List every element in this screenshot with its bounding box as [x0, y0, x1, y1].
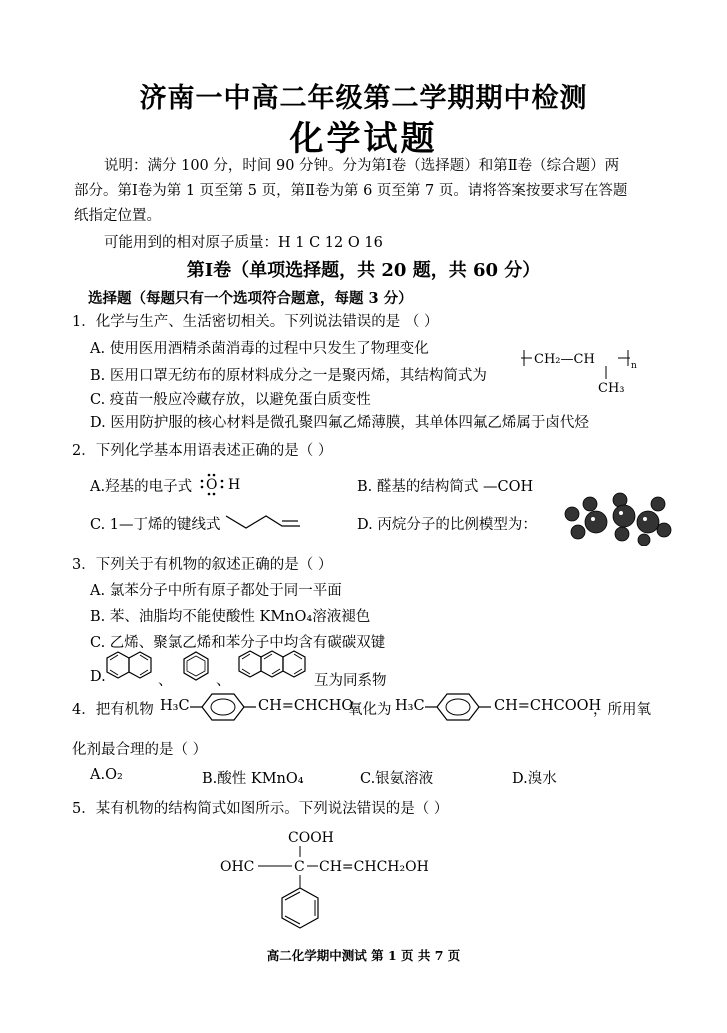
q1-option-a: A. 使用医用酒精杀菌消毒的过程中只发生了物理变化: [90, 341, 429, 357]
electron-h: H: [228, 477, 241, 493]
q3-option-b: B. 苯、油脂均不能使酸性 KMnO₄溶液褪色: [90, 609, 371, 625]
subject-title: 化学试题: [289, 119, 438, 159]
section-subtitle: 选择题（每题只有一个选项符合题意，每题 3 分）: [88, 290, 413, 307]
q3-stem: 3．下列关于有机物的叙述正确的是（ ）: [72, 557, 333, 573]
q4-stem-prefix: 4．把有机物: [72, 702, 154, 718]
q2-option-a: A.羟基的电子式: [90, 479, 193, 495]
polymer-n: n: [631, 361, 637, 371]
q1-option-c: C. 疫苗一般应冷藏存放，以避免蛋白质变性: [90, 392, 371, 408]
q5-cooh: COOH: [288, 830, 334, 846]
atomic-mass-line: 可能用到的相对原子质量：H 1 C 12 O 16: [104, 235, 383, 251]
q5-structure: [218, 826, 458, 936]
q1-stem: 1．化学与生产、生活密切相关。下列说法错误的是 （ ）: [72, 314, 439, 330]
naphthalene-structure: [106, 650, 154, 684]
benzene-structure: [182, 650, 212, 684]
q4-option-c: C.银氨溶液: [360, 771, 434, 787]
q4-option-b: B.酸性 KMnO₄: [202, 771, 304, 787]
q4-stem-suffix: ，所用氧: [593, 702, 651, 718]
school-title: 济南一中高二年级第二学期期中检测: [139, 83, 588, 114]
polypropylene-structure: [520, 346, 660, 396]
propane-space-filling-model: [562, 492, 672, 546]
q2-stem: 2．下列化学基本用语表述正确的是（ ）: [72, 443, 333, 459]
q3-sep-1: 、: [158, 673, 173, 689]
q4-stem-line-2: 化剂最合理的是（ ）: [72, 742, 208, 758]
q3-option-d-prefix: D.: [90, 669, 106, 685]
q2-option-d: D. 丙烷分子的比例模型为：: [357, 517, 537, 533]
intro-line-1: 说明：满分 100 分，时间 90 分钟。分为第Ⅰ卷（选择题）和第Ⅱ卷（综合题）两: [104, 158, 620, 174]
intro-line-3: 纸指定位置。: [74, 208, 161, 224]
q4-chain-1: CH=CHCHO: [258, 698, 354, 714]
section-title: 第Ⅰ卷（单项选择题，共 20 题，共 60 分）: [186, 260, 541, 281]
benzene-ring-q4-right: [425, 690, 491, 724]
polymer-methyl: CH₃: [598, 381, 625, 396]
q4-group-left-2: H₃C: [395, 698, 425, 714]
q3-option-a: A. 氯苯分子中所有原子都处于同一平面: [90, 583, 342, 599]
polymer-main-chain: CH₂—CH: [534, 352, 595, 367]
intro-line-2: 部分。第Ⅰ卷为第 1 页至第 5 页，第Ⅱ卷为第 6 页至第 7 页。请将答案按要求写在答题: [74, 183, 628, 199]
hydroxyl-electron-formula: [198, 469, 248, 499]
benzene-ring-q4-left: [190, 690, 256, 724]
q5-ohc: OHC: [220, 859, 255, 875]
q4-group-left: H₃C: [160, 698, 190, 714]
q4-option-d: D.溴水: [512, 771, 557, 787]
q5-center-c: C: [294, 859, 305, 875]
q4-chain-2: CH=CHCOOH: [494, 698, 602, 714]
q1-option-b: B. 医用口罩无纺布的原材料成分之一是聚丙烯，其结构简式为: [90, 368, 487, 384]
q3-option-d-suffix: 互为同系物: [314, 673, 387, 689]
q5-chain: CH=CHCH₂OH: [319, 859, 429, 875]
q1-option-d: D. 医用防护服的核心材料是微孔聚四氟乙烯薄膜，其单体四氟乙烯属于卤代烃: [90, 415, 589, 431]
q5-stem: 5．某有机物的结构简式如图所示。下列说法错误的是（ ）: [72, 801, 449, 817]
anthracene-structure: [238, 648, 310, 684]
page-footer: 高二化学期中测试 第 1 页 共 7 页: [266, 948, 461, 963]
q3-option-c: C. 乙烯、聚氯乙烯和苯分子中均含有碳碳双键: [90, 635, 386, 651]
q3-sep-2: 、: [216, 673, 231, 689]
electron-o: O: [206, 477, 218, 493]
q2-option-c: C. 1—丁烯的键线式: [90, 517, 221, 533]
q4-mid-text: 氧化为: [348, 702, 392, 718]
q4-option-a: A.O₂: [90, 767, 123, 783]
q2-option-b: B. 醛基的结构简式 —COH: [357, 479, 534, 495]
butene-skeletal-formula: [224, 504, 304, 532]
